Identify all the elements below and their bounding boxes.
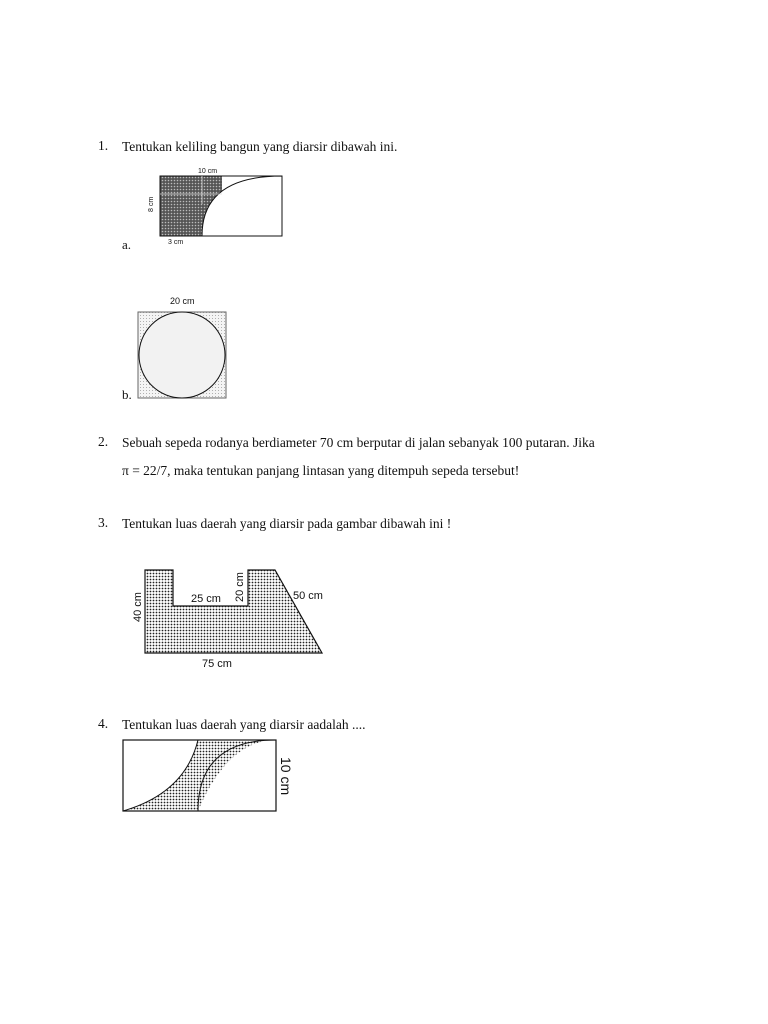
question-3-number: 3.	[98, 515, 109, 530]
figure-3-height-dim: 40 cm	[132, 592, 144, 622]
figure-4	[118, 735, 308, 820]
figure-3-base-dim: 75 cm	[202, 658, 232, 670]
figure-3-slant-dim: 50 cm	[293, 590, 323, 602]
figure-1a	[140, 164, 300, 254]
figure-3-notch-depth-dim: 20 cm	[234, 572, 246, 602]
question-3-text: Tentukan luas daerah yang diarsir pada gambar dibawah ini !	[122, 516, 452, 531]
question-1-text: Tentukan keliling bangun yang diarsir dibawah ini.	[122, 139, 398, 154]
figure-1b	[130, 290, 240, 400]
question-4-text: Tentukan luas daerah yang diarsir aadalah ....	[122, 717, 366, 732]
figure-1a-label: a.	[122, 237, 132, 252]
figure-3-notch-width-dim: 25 cm	[191, 593, 221, 605]
question-2-number: 2.	[98, 434, 109, 449]
question-1-number: 1.	[98, 138, 109, 153]
figure-1b-label: b.	[122, 387, 132, 402]
figure-1b-top-dim: 20 cm	[170, 296, 195, 306]
figure-1a-side-dim: 8 cm	[148, 196, 155, 212]
figure-4-side-dim: 10 cm	[278, 757, 294, 796]
question-4-number: 4.	[98, 716, 109, 731]
figure-4-right-shaded	[198, 740, 276, 811]
figure-3	[125, 560, 345, 675]
question-2-line2: π = 22/7, maka tentukan panjang lintasan yang ditempuh sepeda tersebut!	[122, 463, 520, 478]
question-2-line1: Sebuah sepeda rodanya berdiameter 70 cm berputar di jalan sebanyak 100 putaran. Jika	[122, 435, 595, 450]
figure-1b-circle	[139, 312, 225, 398]
figure-1a-bottom-dim: 3 cm	[168, 239, 184, 246]
figure-1a-top-dim: 10 cm	[198, 168, 218, 175]
